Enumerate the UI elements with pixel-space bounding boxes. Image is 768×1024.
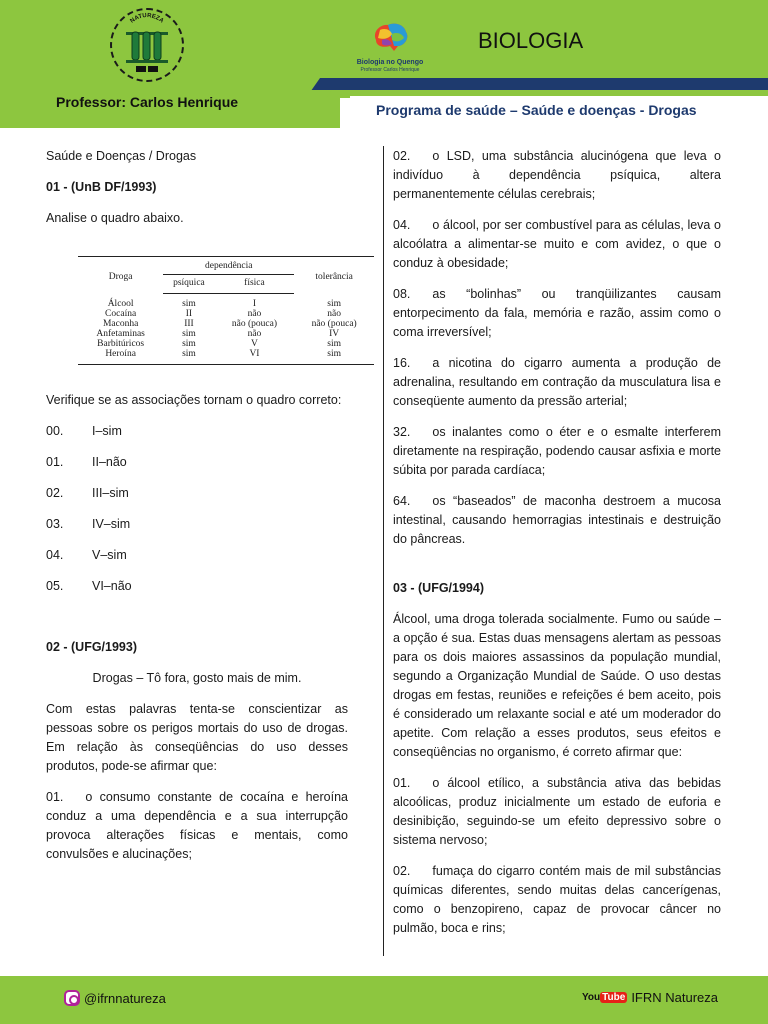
option-number: 03. bbox=[46, 517, 64, 531]
brain-icon bbox=[370, 20, 410, 54]
item-text: o álcool, por ser combustível para as células, leva o alcoólatra a alimentar-se muito e com avidez, o que o conduz à obesidade; bbox=[393, 218, 721, 270]
table-cell: Heroína bbox=[78, 349, 163, 365]
brand-name: Biologia no Quengo bbox=[356, 59, 424, 66]
item-text: as “bolinhas” ou tranqüilizantes causam entorpecimento da fala, memória e razão, assim como o coma irreversível; bbox=[393, 287, 721, 339]
item-number: 02. bbox=[393, 149, 411, 163]
test-tubes-icon bbox=[112, 10, 182, 80]
page-header bbox=[0, 0, 768, 138]
option-item bbox=[46, 546, 348, 565]
table-header-droga: Droga bbox=[78, 257, 163, 294]
item-number: 64. bbox=[393, 494, 411, 508]
table-cell: não bbox=[327, 309, 341, 319]
table-cell: V bbox=[251, 339, 258, 349]
topic-title: Programa de saúde – Saúde e doenças - Drogas bbox=[376, 102, 697, 118]
option-text: I–sim bbox=[92, 424, 122, 438]
table-cell: Anfetaminas bbox=[96, 329, 145, 339]
option-item bbox=[46, 422, 348, 441]
question-02-item bbox=[393, 423, 721, 480]
table-cell: não (pouca) bbox=[231, 319, 278, 329]
item-number: 04. bbox=[393, 218, 411, 232]
drug-table bbox=[78, 256, 374, 365]
subject-title: BIOLOGIA bbox=[478, 28, 584, 53]
table-cell: não bbox=[247, 329, 262, 339]
section-heading: Saúde e Doenças / Drogas bbox=[46, 149, 197, 163]
svg-text:NATUREZA bbox=[129, 13, 165, 25]
natureza-logo bbox=[110, 8, 184, 82]
question-02-intro: Com estas palavras tenta-se conscientizar as pessoas sobre os perigos mortais do uso de drogas. Em relação às conseqüências do uso desses produtos, pode-se afirmar que: bbox=[46, 702, 348, 773]
option-number: 00. bbox=[46, 424, 64, 438]
option-number: 01. bbox=[46, 455, 64, 469]
question-02-item bbox=[393, 147, 721, 204]
header-stripe-navy bbox=[312, 78, 768, 90]
question-03-item bbox=[393, 862, 721, 938]
option-item bbox=[46, 453, 348, 472]
item-text: o LSD, uma substância alucinógena que leva o indivíduo à dependência psíquica, altera permanentemente células cerebrais; bbox=[393, 149, 721, 201]
option-item bbox=[46, 484, 348, 503]
brand-subtitle: Professor Carlos Henrique bbox=[360, 67, 420, 73]
item-text: fumaça do cigarro contém mais de mil substâncias químicas diferentes, sendo muitas delas cancerígenas, como o benzopireno, capaz de provocar câncer no pulmão, boca e rins; bbox=[393, 864, 721, 935]
table-cell: II bbox=[185, 309, 193, 319]
youtube-logo-tube: Tube bbox=[602, 992, 626, 1003]
question-02-item bbox=[393, 492, 721, 549]
item-number: 01. bbox=[46, 790, 64, 804]
youtube-link[interactable] bbox=[582, 990, 718, 1005]
item-number: 08. bbox=[393, 287, 411, 301]
table-header-fisica: física bbox=[215, 275, 295, 294]
item-number: 01. bbox=[393, 776, 411, 790]
option-item bbox=[46, 515, 348, 534]
table-cell: não bbox=[247, 309, 262, 319]
question-03-intro: Álcool, uma droga tolerada socialmente. Fumo ou saúde – a opção é sua. Estas duas mensagens alertam as pessoas para os dois maiores assassinos da população mundial, segundo a Organização Mundial de Saúde. O uso destas drogas em festas, reuniões e refeições é bem aceito, pois é considerado um relaxante social e até um moderador do apetite. Com relação a esses produtos, seus efeitos e conseqüências no organismo, é correto afirmar que: bbox=[393, 612, 721, 759]
logo-text: NATUREZA bbox=[129, 13, 165, 25]
item-text: o consumo constante de cocaína e heroína conduz a uma dependência e a sua interrupção provoca alterações físicas e mentais, como convulsões e alucinações; bbox=[46, 790, 348, 861]
table-row bbox=[78, 349, 374, 365]
option-number: 02. bbox=[46, 486, 64, 500]
table-cell: não (pouca) bbox=[311, 319, 357, 329]
option-text: V–sim bbox=[92, 548, 127, 562]
table-header-dependencia: dependência bbox=[163, 257, 294, 275]
left-column bbox=[46, 147, 357, 876]
table-cell: Barbitúricos bbox=[97, 339, 145, 349]
question-03-title: 03 - (UFG/1994) bbox=[393, 581, 485, 595]
right-column bbox=[393, 147, 721, 950]
youtube-logo-you: You bbox=[582, 992, 601, 1003]
brand-logo bbox=[352, 20, 428, 73]
table-cell: III bbox=[184, 319, 194, 329]
youtube-icon bbox=[582, 992, 627, 1003]
question-03-item bbox=[393, 774, 721, 850]
table-cell: sim bbox=[182, 329, 196, 339]
table-row bbox=[78, 339, 374, 349]
option-text: IV–sim bbox=[92, 517, 131, 531]
question-02-item bbox=[46, 788, 348, 864]
question-02-quote: Drogas – Tô fora, gosto mais de mim. bbox=[92, 671, 302, 685]
question-01-prompt: Verifique se as associações tornam o quadro correto: bbox=[46, 393, 342, 407]
table-header-tolerancia: tolerância bbox=[294, 257, 374, 294]
option-text: III–sim bbox=[92, 486, 129, 500]
table-cell: Cocaína bbox=[105, 309, 137, 319]
table-cell: sim bbox=[294, 349, 374, 365]
option-text: VI–não bbox=[92, 579, 132, 593]
option-text: II–não bbox=[92, 455, 127, 469]
professor-name: Professor: Carlos Henrique bbox=[56, 94, 239, 110]
table-header-psiquica: psíquica bbox=[163, 275, 214, 294]
option-number: 04. bbox=[46, 548, 64, 562]
table-cell: Álcool bbox=[107, 298, 134, 309]
table-row bbox=[78, 329, 374, 339]
table-row bbox=[78, 294, 374, 310]
item-number: 32. bbox=[393, 425, 411, 439]
item-text: o álcool etílico, a substância ativa das bebidas alcoólicas, produz inicialmente um estado de euforia e desinibição, seguindo-se um efeito depressivo sobre o sistema nervoso; bbox=[393, 776, 721, 847]
item-text: a nicotina do cigarro aumenta a produção de adrenalina, resultando em contração da musculatura lisa e conseqüente aumento da pressão arterial; bbox=[393, 356, 721, 408]
table-cell: VI bbox=[215, 349, 295, 365]
table-cell: sim bbox=[182, 339, 196, 349]
question-02-item bbox=[393, 216, 721, 273]
table-cell: sim bbox=[327, 339, 342, 349]
youtube-channel: IFRN Natureza bbox=[631, 990, 719, 1005]
table-cell: sim bbox=[327, 298, 342, 309]
column-divider bbox=[383, 146, 384, 956]
table-cell: sim bbox=[163, 349, 214, 365]
question-02-title: 02 - (UFG/1993) bbox=[46, 640, 138, 654]
question-01-intro: Analise o quadro abaixo. bbox=[46, 211, 184, 225]
table-row bbox=[78, 309, 374, 319]
item-number: 02. bbox=[393, 864, 411, 878]
option-item bbox=[46, 577, 348, 596]
table-row bbox=[78, 319, 374, 329]
instagram-link[interactable] bbox=[64, 990, 166, 1006]
option-number: 05. bbox=[46, 579, 64, 593]
table-cell: Maconha bbox=[102, 319, 139, 329]
question-01-title: 01 - (UnB DF/1993) bbox=[46, 180, 157, 194]
instagram-icon bbox=[64, 990, 80, 1006]
instagram-handle: @ifrnnatureza bbox=[84, 990, 166, 1006]
table-cell: I bbox=[252, 299, 257, 309]
item-number: 16. bbox=[393, 356, 411, 370]
table-cell: IV bbox=[329, 329, 340, 339]
question-02-item bbox=[393, 354, 721, 411]
table-cell: sim bbox=[182, 299, 196, 309]
item-text: os inalantes como o éter e o esmalte interferem diretamente na respiração, podendo causar asfixia e morte súbita por parada cardíaca; bbox=[393, 425, 721, 477]
item-text: os “baseados” de maconha destroem a mucosa intestinal, causando hemorragias intestinais e destruição do pâncreas. bbox=[393, 494, 721, 546]
question-02-item bbox=[393, 285, 721, 342]
